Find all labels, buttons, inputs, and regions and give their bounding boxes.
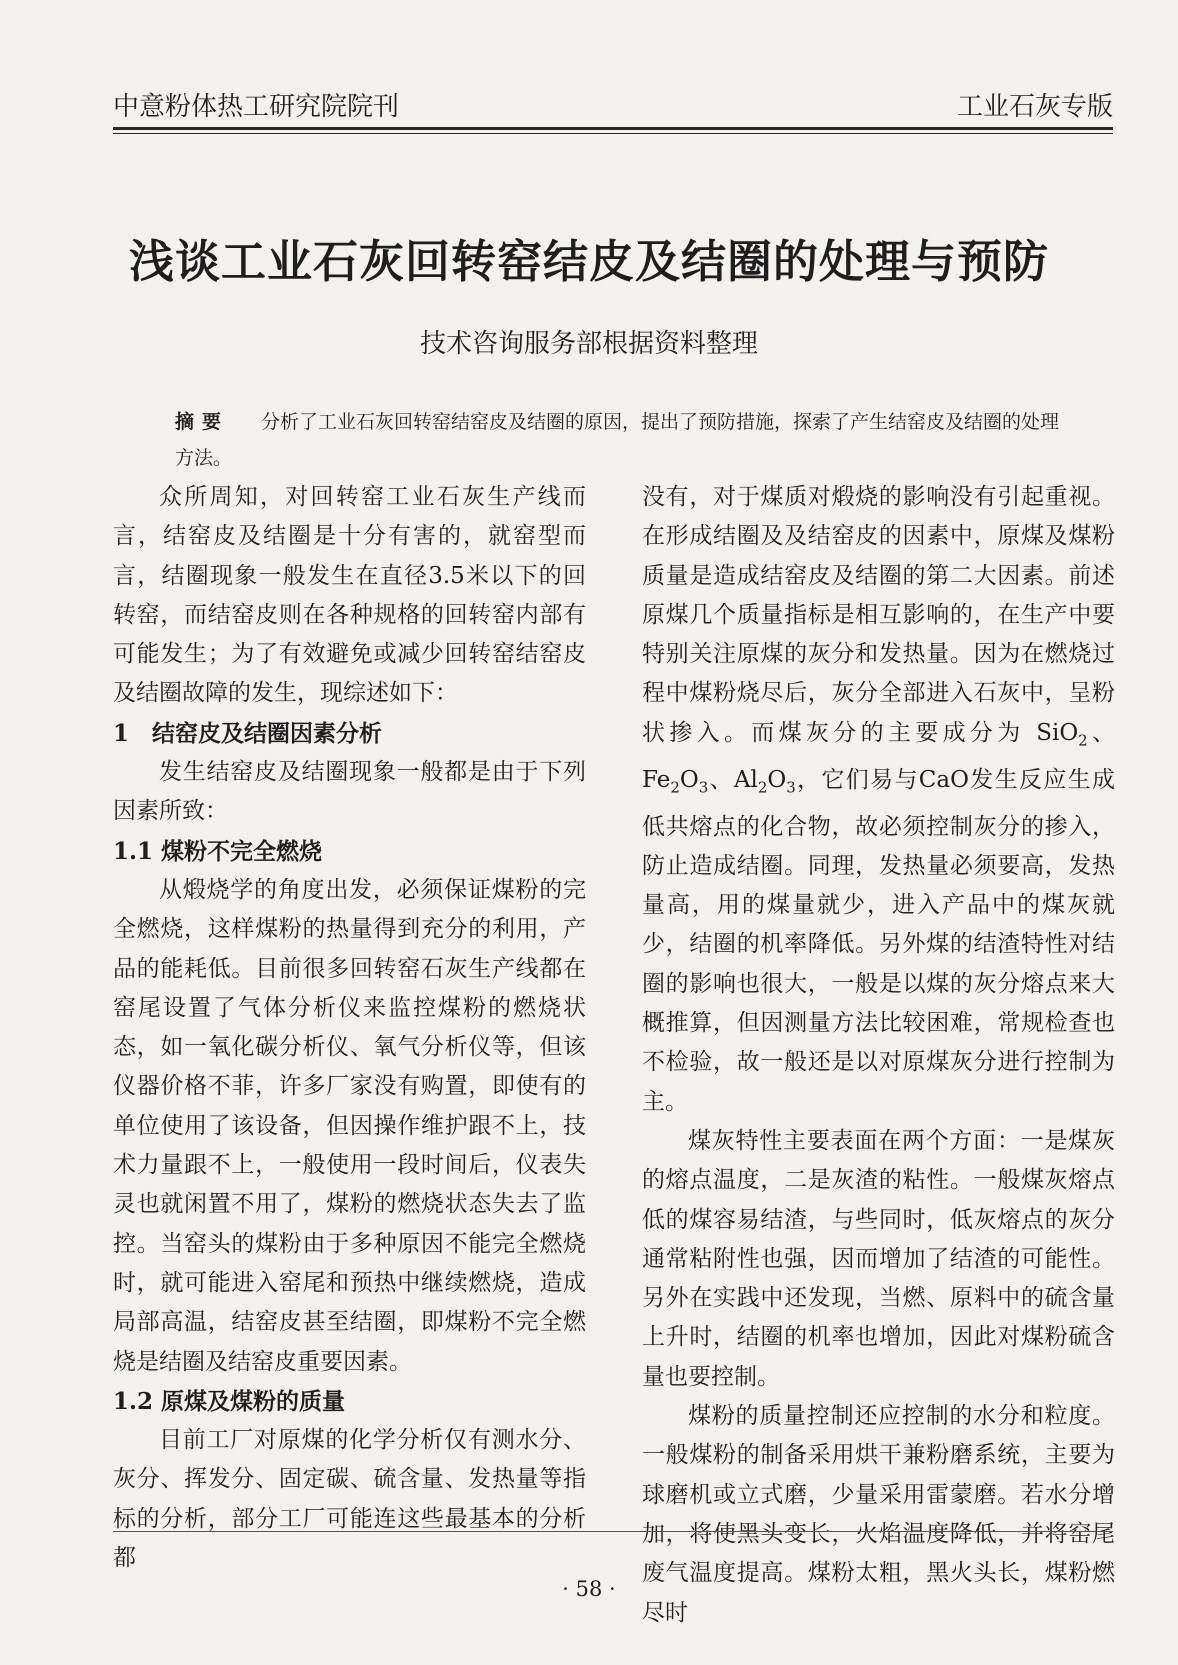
running-header-section: 工业石灰专版 [956,92,1113,122]
article-byline: 技术咨询服务部根据资料整理 [419,329,758,359]
paragraph: 从煅烧学的角度出发，必须保证煤粉的完全燃烧，这样煤粉的热量得到充分的利用，产品的能耗低。目前很多回转窑石灰生产线都在窑尾设置了气体分析仪来监控煤粉的燃烧状态，如一氧化碳分析仪、氧气分析仪等，但该仪器价格不菲，许多厂家没有购置，即使有的单位使用了该设备，但因操作维护跟不上，技术力量跟不上，一般使用一段时间后，仪表失灵也就闲置不用了，煤粉的燃烧状态失去了监控。当窑头的煤粉由于多种原因不能完全燃烧时，就可能进入窑尾和预热中继续燃烧，造成局部高温，结窑皮甚至结圈，即煤粉不完全燃烧是结圈及结窑皮重要因素。 [113,876,586,1375]
article-title: 浅谈工业石灰回转窑结皮及结圈的处理与预防 [128,235,1049,288]
page-number: · 58 · [562,1577,616,1601]
paragraph: 发生结窑皮及结圈现象一般都是由于下列因素所致： [113,759,586,825]
separator: 、 [708,766,734,793]
right-column [642,478,1115,1633]
text-run: 没有，对于煤质对煅烧的影响没有引起重视。在形成结圈及及结窑皮的因素中，原煤及煤粉质量是造成结窑皮及结圈的第二大因素。前述原煤几个质量指标是相互影响的，在生产中要特别关注原煤的灰分和发热量。因为在燃烧过程中煤粉烧尽后，灰分全部进入石灰中，呈粉状掺入。而煤灰分的主要成分为 [642,484,1115,746]
abstract [175,404,1078,476]
subsection-heading: 1.1 煤粉不完全燃烧 [113,837,323,865]
paragraph: 煤粉的质量控制还应控制的水分和粒度。一般煤粉的制备采用烘干兼粉磨系统，主要为球磨机或立式磨，少量采用雷蒙磨。若水分增加，将使黑头变长，火焰温度降低，并将窑尾废气温度提高。煤粉太粗，黑火头长，煤粉燃尽时 [642,1403,1115,1626]
chem-formula: SiO$_2$ [1036,719,1088,750]
paragraph [642,478,1115,1122]
text-run: ，它们易与CaO发生反应生成低共熔点的化合物，故必须控制灰分的掺入，防止造成结圈。同理，发热量必须要高，发热量高，用的煤量就少，进入产品中的煤灰就少，结圈的机率降低。另外煤的结渣特性对结圈的影响也很大，一般是以煤的灰分熔点来大概推算，但因测量方法比较困难，常规检查也不检验，故一般还是以对原煤灰分进行控制为主。 [642,766,1116,1115]
footer-rule [113,1531,1113,1532]
separator: 、 [1087,719,1116,746]
header-rule-thin [113,133,1113,134]
abstract-label: 摘要 [175,411,230,433]
paragraph: 煤灰特性主要表面在两个方面：一是煤灰的熔点温度，二是灰渣的粘性。一般煤灰熔点低的煤容易结渣，与些同时，低灰熔点的灰分通常粘附性也强，因而增加了结渣的可能性。另外在实践中还发现，当燃、原料中的硫含量上升时，结圈的机率也增加，因此对煤粉硫含量也要控制。 [642,1127,1115,1390]
running-header-journal: 中意粉体热工研究院院刊 [113,92,400,122]
header-rule [113,127,1113,130]
chem-formula: $Fe_2O_3$ [642,766,709,797]
abstract-text: 分析了工业石灰回转窑结窑皮及结圈的原因，提出了预防措施，探索了产生结窑皮及结圈的处理方法。 [175,411,1060,469]
paragraph: 目前工厂对原煤的化学分析仅有测水分、灰分、挥发分、固定碳、硫含量、发热量等指标的分析，部分工厂可能连这些最基本的分析都 [113,1427,586,1572]
paragraph: 众所周知，对回转窑工业石灰生产线而言，结窑皮及结圈是十分有害的，就窑型而言，结圈现象一般发生在直径3.5米以下的回转窑，而结窑皮则在各种规格的回转窑内部有可能发生；为了有效避免或减少回转窑结窑皮及结圈故障的发生，现综述如下： [113,484,586,707]
chem-formula: $Al_2O_3$ [733,766,796,797]
subsection-heading: 1.2 原煤及煤粉的质量 [113,1387,346,1415]
left-column [113,478,586,1578]
section-heading: 1 结窑皮及结圈因素分析 [113,719,383,747]
